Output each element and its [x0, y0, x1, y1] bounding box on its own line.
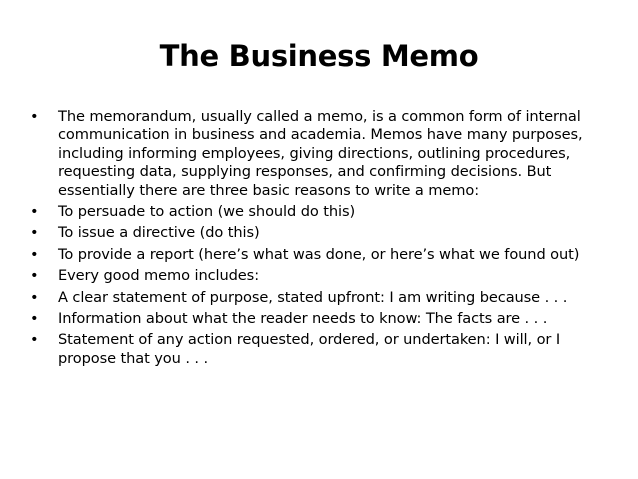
- bullet-text: To persuade to action (we should do this): [58, 203, 356, 221]
- bullet-item: [30, 246, 620, 264]
- bullet-dot-icon: •: [30, 245, 39, 263]
- bullet-item: [30, 203, 620, 221]
- bullet-text: A clear statement of purpose, stated upfront: I am writing because . . .: [58, 288, 568, 306]
- bullet-item: [30, 289, 620, 307]
- bullet-text: To provide a report (here’s what was done, or here’s what we found out): [58, 245, 580, 263]
- bullet-item: [30, 224, 620, 242]
- bullet-dot-icon: •: [30, 108, 39, 125]
- slide-title: The Business Memo: [159, 39, 479, 73]
- bullet-dot-icon: •: [30, 310, 39, 328]
- bullet-dot-icon: •: [30, 203, 39, 221]
- bullet-text: Information about what the reader needs to know: The facts are . . .: [58, 310, 548, 328]
- bullet-text: To issue a directive (do this): [58, 224, 260, 242]
- bullet-text: Every good memo includes:: [58, 267, 260, 285]
- bullet-item: [30, 267, 620, 285]
- bullet-dot-icon: •: [30, 331, 39, 349]
- bullet-item: [30, 108, 620, 200]
- bullet-dot-icon: •: [30, 288, 39, 306]
- bullet-list: [30, 108, 620, 371]
- bullet-dot-icon: •: [30, 267, 39, 285]
- bullet-dot-icon: •: [30, 224, 39, 242]
- bullet-item: [30, 331, 620, 368]
- bullet-text: The memorandum, usually called a memo, is a common form of internal communication in business and academia. Memos have many purposes, including informing employees, giving directions, outlining procedures, requesting data, supplying responses, and confirming decisions. But essentially there are three basic reasons to write a memo:: [58, 108, 583, 199]
- bullet-text: Statement of any action requested, ordered, or undertaken: I will, or I propose that you . . .: [58, 331, 561, 367]
- bullet-item: [30, 310, 620, 328]
